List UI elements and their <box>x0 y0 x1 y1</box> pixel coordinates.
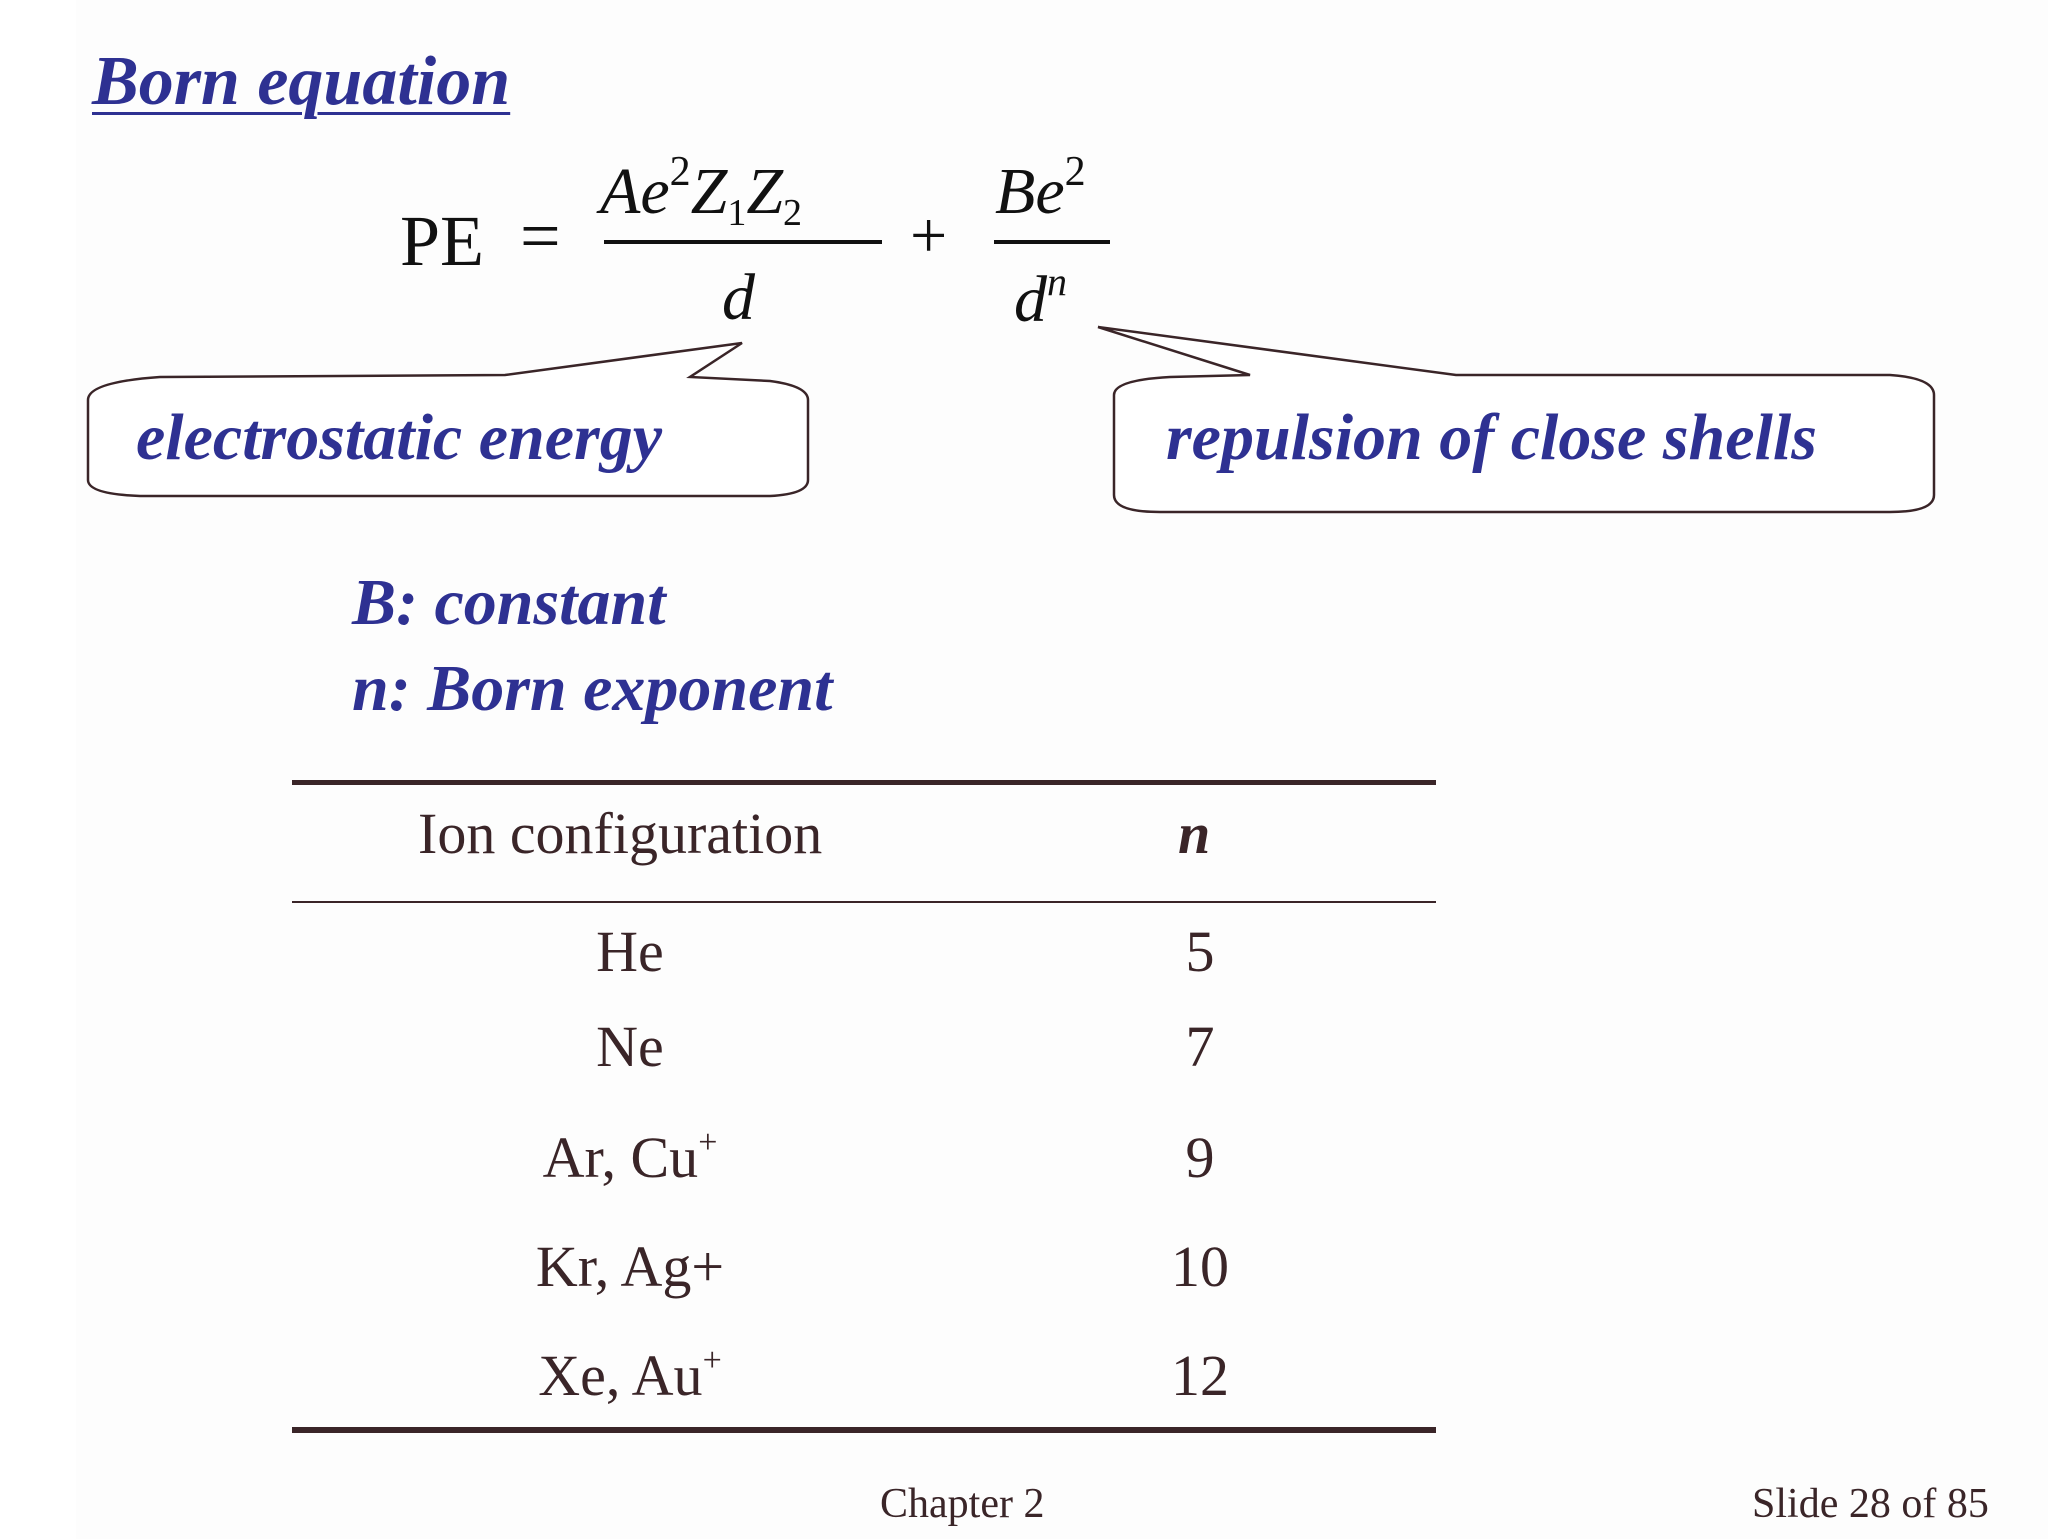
table-top-rule <box>292 780 1436 785</box>
table-bottom-rule <box>292 1427 1436 1433</box>
term2-denominator: $d^n$ <box>1014 259 1067 336</box>
cell-n: 7 <box>1185 1014 1215 1079</box>
callout-right-text: repulsion of close shells <box>1166 401 1817 474</box>
definitions <box>352 560 832 732</box>
footer-slide-number: Slide 28 of 85 <box>1752 1481 1989 1527</box>
equation-equals: = <box>520 196 561 276</box>
cell-n: 5 <box>1185 919 1215 984</box>
equation-plus: + <box>910 199 948 272</box>
term1-denominator: d <box>722 261 755 334</box>
term2-numerator: Be$^2$ <box>995 149 1086 228</box>
cell-n: 10 <box>1171 1234 1229 1299</box>
cell-config: Ar, Cu+ <box>542 1124 718 1190</box>
cell-config: Xe, Au+ <box>538 1342 722 1408</box>
cell-config: Kr, Ag+ <box>535 1234 725 1299</box>
cell-config: He <box>596 919 664 984</box>
definition-b: B: constant <box>352 566 666 639</box>
cell-config: Ne <box>596 1014 664 1079</box>
cell-n: 12 <box>1171 1343 1229 1408</box>
table-header-config: Ion configuration <box>418 801 823 866</box>
table-header-n: n <box>1178 801 1211 866</box>
cell-n: 9 <box>1185 1125 1215 1190</box>
definition-n: n: Born exponent <box>352 652 833 725</box>
equation-lhs: PE <box>400 201 485 281</box>
term1-numerator: $Ae^2Z_1Z_2$ <box>600 149 803 234</box>
footer-chapter: Chapter 2 <box>880 1481 1045 1527</box>
slide-title: Born equation <box>92 43 511 120</box>
callout-left-text: electrostatic energy <box>136 401 663 474</box>
table-header-rule <box>292 901 1436 903</box>
